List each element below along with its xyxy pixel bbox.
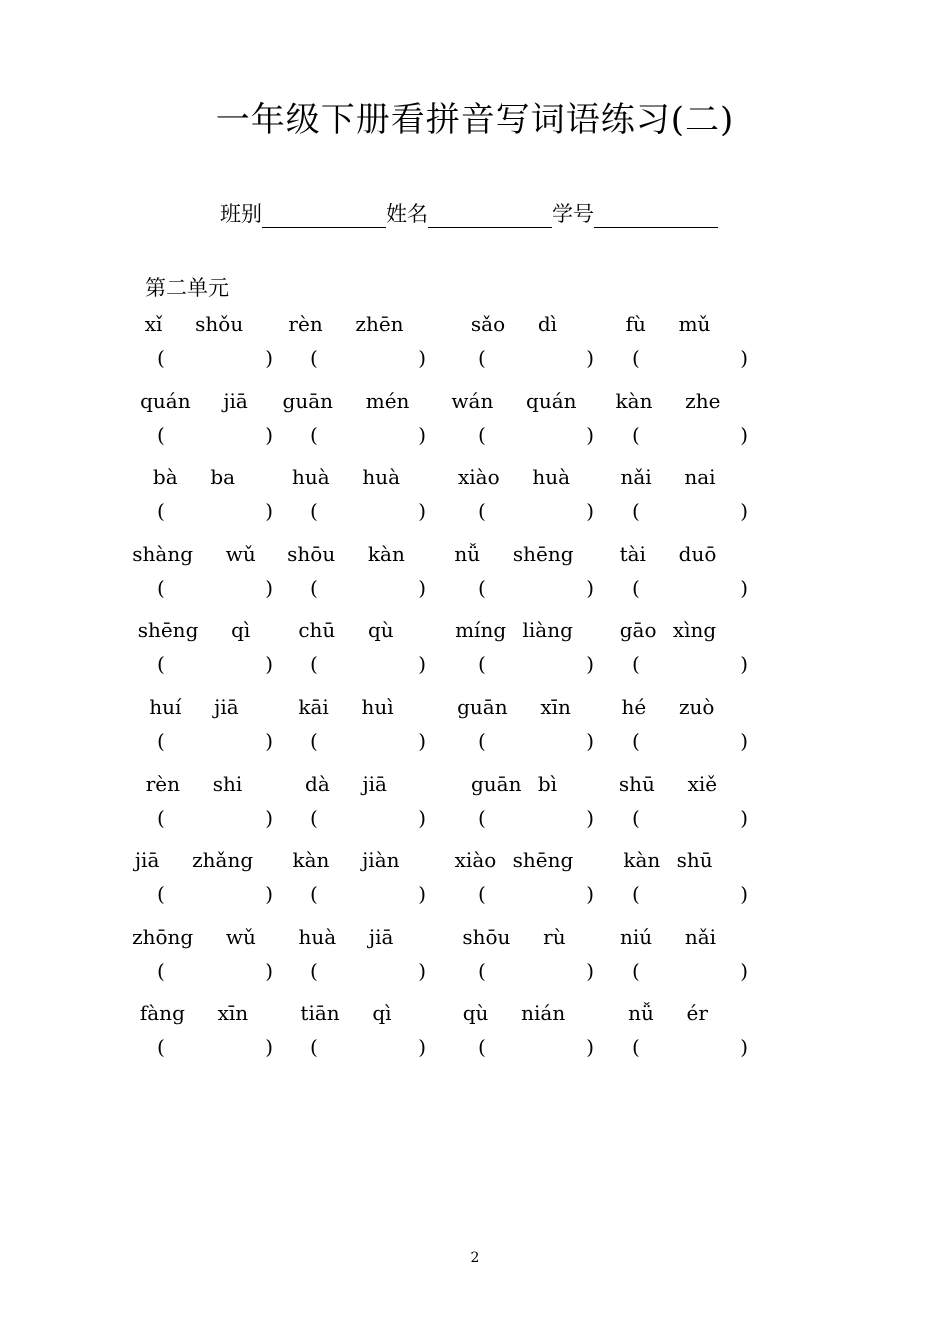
close-paren: ): [740, 958, 748, 983]
close-paren: ): [740, 499, 748, 524]
answer-blank[interactable]: [632, 1033, 748, 1061]
pinyin-word: huí jiā: [149, 694, 239, 719]
open-paren: (: [310, 575, 318, 600]
answer-blank[interactable]: [157, 880, 273, 908]
open-paren: (: [310, 652, 318, 677]
answer-blank[interactable]: [632, 574, 748, 602]
pinyin-word: guān bì: [470, 771, 558, 796]
open-paren: (: [310, 1035, 318, 1060]
answer-blank[interactable]: [310, 727, 426, 755]
pinyin-word: chū qù: [298, 618, 394, 643]
answer-blank[interactable]: [478, 1033, 594, 1061]
exercise-row: [0, 540, 950, 617]
close-paren: ): [586, 805, 594, 830]
pinyin-word: shū xiě: [618, 771, 718, 796]
pinyin-word: xǐ shǒu: [144, 312, 244, 336]
pinyin-word: bà ba: [152, 465, 236, 490]
answer-blank[interactable]: [310, 344, 426, 372]
open-paren: (: [632, 575, 640, 600]
open-paren: (: [632, 882, 640, 907]
answer-blank[interactable]: [157, 1033, 273, 1061]
close-paren: ): [740, 1035, 748, 1060]
pinyin-word: shōu rù: [462, 924, 566, 949]
pinyin-word: hé zuò: [621, 694, 715, 719]
close-paren: ): [265, 958, 273, 983]
close-paren: ): [418, 1035, 426, 1060]
close-paren: ): [265, 1035, 273, 1060]
close-paren: ): [740, 805, 748, 830]
pinyin-word: huà jiā: [298, 924, 394, 949]
class-label: 班别: [220, 202, 262, 226]
exercise-row: [0, 999, 950, 1076]
open-paren: (: [310, 499, 318, 524]
close-paren: ): [740, 882, 748, 907]
open-paren: (: [478, 575, 486, 600]
exercise-row: [0, 310, 950, 387]
pinyin-word: gāo xìng: [619, 618, 717, 643]
student-info-row: [220, 196, 718, 228]
open-paren: (: [478, 1035, 486, 1060]
open-paren: (: [310, 805, 318, 830]
close-paren: ): [418, 346, 426, 370]
close-paren: ): [740, 575, 748, 600]
exercise-row: [0, 770, 950, 847]
answer-blank[interactable]: [478, 650, 594, 678]
answer-blank[interactable]: [478, 957, 594, 985]
open-paren: (: [310, 422, 318, 447]
answer-blank[interactable]: [632, 421, 748, 449]
close-paren: ): [740, 652, 748, 677]
close-paren: ): [740, 422, 748, 447]
pinyin-word: sǎo dì: [470, 312, 558, 336]
answer-blank[interactable]: [310, 421, 426, 449]
close-paren: ): [586, 882, 594, 907]
pinyin-word: shēng qì: [137, 618, 251, 643]
answer-blank[interactable]: [310, 574, 426, 602]
open-paren: (: [478, 499, 486, 524]
exercise-row: [0, 387, 950, 464]
open-paren: (: [632, 422, 640, 447]
answer-blank[interactable]: [310, 650, 426, 678]
answer-blank[interactable]: [478, 344, 594, 372]
pinyin-word: guān xīn: [457, 694, 571, 719]
close-paren: ): [586, 652, 594, 677]
number-label: 学号: [552, 202, 594, 226]
unit-title: 第二单元: [145, 276, 229, 300]
close-paren: ): [586, 575, 594, 600]
close-paren: ): [418, 575, 426, 600]
open-paren: (: [157, 575, 165, 600]
answer-blank[interactable]: [478, 804, 594, 832]
close-paren: ): [265, 422, 273, 447]
pinyin-word: huà huà: [291, 465, 401, 490]
pinyin-word: tiān qì: [300, 1001, 392, 1026]
close-paren: ): [265, 805, 273, 830]
open-paren: (: [157, 652, 165, 677]
answer-blank[interactable]: [310, 804, 426, 832]
open-paren: (: [157, 958, 165, 983]
open-paren: (: [478, 728, 486, 753]
open-paren: (: [310, 958, 318, 983]
close-paren: ): [418, 882, 426, 907]
exercise-row: [0, 923, 950, 1000]
open-paren: (: [632, 652, 640, 677]
close-paren: ): [586, 422, 594, 447]
exercise-row: [0, 693, 950, 770]
exercise-row: [0, 463, 950, 540]
open-paren: (: [157, 805, 165, 830]
pinyin-word: xiào shēng: [454, 848, 574, 873]
close-paren: ): [418, 499, 426, 524]
answer-blank[interactable]: [157, 957, 273, 985]
open-paren: (: [310, 882, 318, 907]
pinyin-word: nǎi nai: [620, 465, 716, 490]
open-paren: (: [632, 1035, 640, 1060]
answer-blank[interactable]: [478, 727, 594, 755]
pinyin-word: wán quán: [451, 388, 577, 413]
answer-blank[interactable]: [157, 650, 273, 678]
close-paren: ): [265, 346, 273, 370]
open-paren: (: [310, 728, 318, 753]
open-paren: (: [157, 728, 165, 753]
answer-blank[interactable]: [478, 497, 594, 525]
close-paren: ): [265, 882, 273, 907]
open-paren: (: [478, 346, 486, 370]
open-paren: (: [157, 1035, 165, 1060]
pinyin-word: zhōng wǔ: [132, 924, 256, 949]
open-paren: (: [157, 422, 165, 447]
open-paren: (: [157, 499, 165, 524]
open-paren: (: [157, 882, 165, 907]
open-paren: (: [632, 346, 640, 370]
close-paren: ): [418, 958, 426, 983]
pinyin-word: fàng xīn: [139, 1001, 249, 1026]
answer-blank[interactable]: [478, 880, 594, 908]
exercise-row: [0, 846, 950, 923]
answer-blank[interactable]: [478, 421, 594, 449]
name-label: 姓名: [386, 202, 428, 226]
answer-blank[interactable]: [632, 497, 748, 525]
pinyin-word: xiào huà: [457, 465, 571, 490]
answer-blank[interactable]: [310, 880, 426, 908]
pinyin-word: niú nǎi: [619, 924, 717, 949]
close-paren: ): [586, 728, 594, 753]
pinyin-word: guān mén: [282, 388, 410, 413]
open-paren: (: [478, 958, 486, 983]
open-paren: (: [478, 805, 486, 830]
answer-blank[interactable]: [157, 344, 273, 372]
pinyin-word: kāi huì: [298, 694, 394, 719]
close-paren: ): [586, 1035, 594, 1060]
answer-blank[interactable]: [632, 880, 748, 908]
answer-blank[interactable]: [632, 344, 748, 372]
open-paren: (: [478, 652, 486, 677]
name-blank[interactable]: [428, 199, 552, 228]
pinyin-word: shōu kàn: [287, 541, 405, 566]
pinyin-word: nǚ ér: [628, 1001, 708, 1026]
close-paren: ): [586, 499, 594, 524]
answer-blank[interactable]: [632, 727, 748, 755]
open-paren: (: [632, 499, 640, 524]
open-paren: (: [632, 805, 640, 830]
open-paren: (: [478, 882, 486, 907]
close-paren: ): [418, 652, 426, 677]
open-paren: (: [478, 422, 486, 447]
close-paren: ): [265, 499, 273, 524]
answer-blank[interactable]: [310, 497, 426, 525]
answer-blank[interactable]: [632, 650, 748, 678]
page-number: 2: [470, 1250, 480, 1266]
close-paren: ): [740, 346, 748, 370]
close-paren: ): [586, 346, 594, 370]
pinyin-word: jiā zhǎng: [134, 848, 254, 873]
close-paren: ): [418, 728, 426, 753]
pinyin-word: míng liàng: [455, 618, 573, 643]
open-paren: (: [632, 728, 640, 753]
pinyin-word: kàn zhe: [615, 388, 721, 413]
close-paren: ): [740, 728, 748, 753]
number-blank[interactable]: [594, 199, 718, 228]
open-paren: (: [157, 346, 165, 370]
pinyin-word: tài duō: [619, 541, 717, 566]
pinyin-word: quán jiā: [140, 388, 248, 413]
class-blank[interactable]: [262, 199, 386, 228]
pinyin-word: kàn jiàn: [292, 848, 400, 873]
close-paren: ): [586, 958, 594, 983]
answer-blank[interactable]: [310, 1033, 426, 1061]
answer-blank[interactable]: [310, 957, 426, 985]
close-paren: ): [265, 728, 273, 753]
pinyin-word: shàng wǔ: [132, 541, 256, 566]
close-paren: ): [265, 575, 273, 600]
pinyin-word: dà jiā: [305, 771, 387, 796]
pinyin-word: fù mǔ: [625, 312, 711, 336]
open-paren: (: [310, 346, 318, 370]
pinyin-word: rèn zhēn: [288, 312, 404, 336]
answer-blank[interactable]: [157, 804, 273, 832]
pinyin-word: nǚ shēng: [454, 541, 574, 566]
pinyin-word: kàn shū: [623, 848, 713, 873]
answer-blank[interactable]: [478, 574, 594, 602]
answer-blank[interactable]: [632, 957, 748, 985]
answer-blank[interactable]: [157, 727, 273, 755]
exercise-row: [0, 616, 950, 693]
close-paren: ): [265, 652, 273, 677]
close-paren: ): [418, 805, 426, 830]
answer-blank[interactable]: [632, 804, 748, 832]
exercise-grid: [0, 310, 950, 1076]
open-paren: (: [632, 958, 640, 983]
pinyin-word: qù nián: [462, 1001, 566, 1026]
close-paren: ): [418, 422, 426, 447]
pinyin-word: rèn shi: [145, 771, 243, 796]
answer-blank[interactable]: [157, 574, 273, 602]
answer-blank[interactable]: [157, 421, 273, 449]
page-title: 一年级下册看拼音写词语练习(二): [215, 100, 735, 140]
answer-blank[interactable]: [157, 497, 273, 525]
